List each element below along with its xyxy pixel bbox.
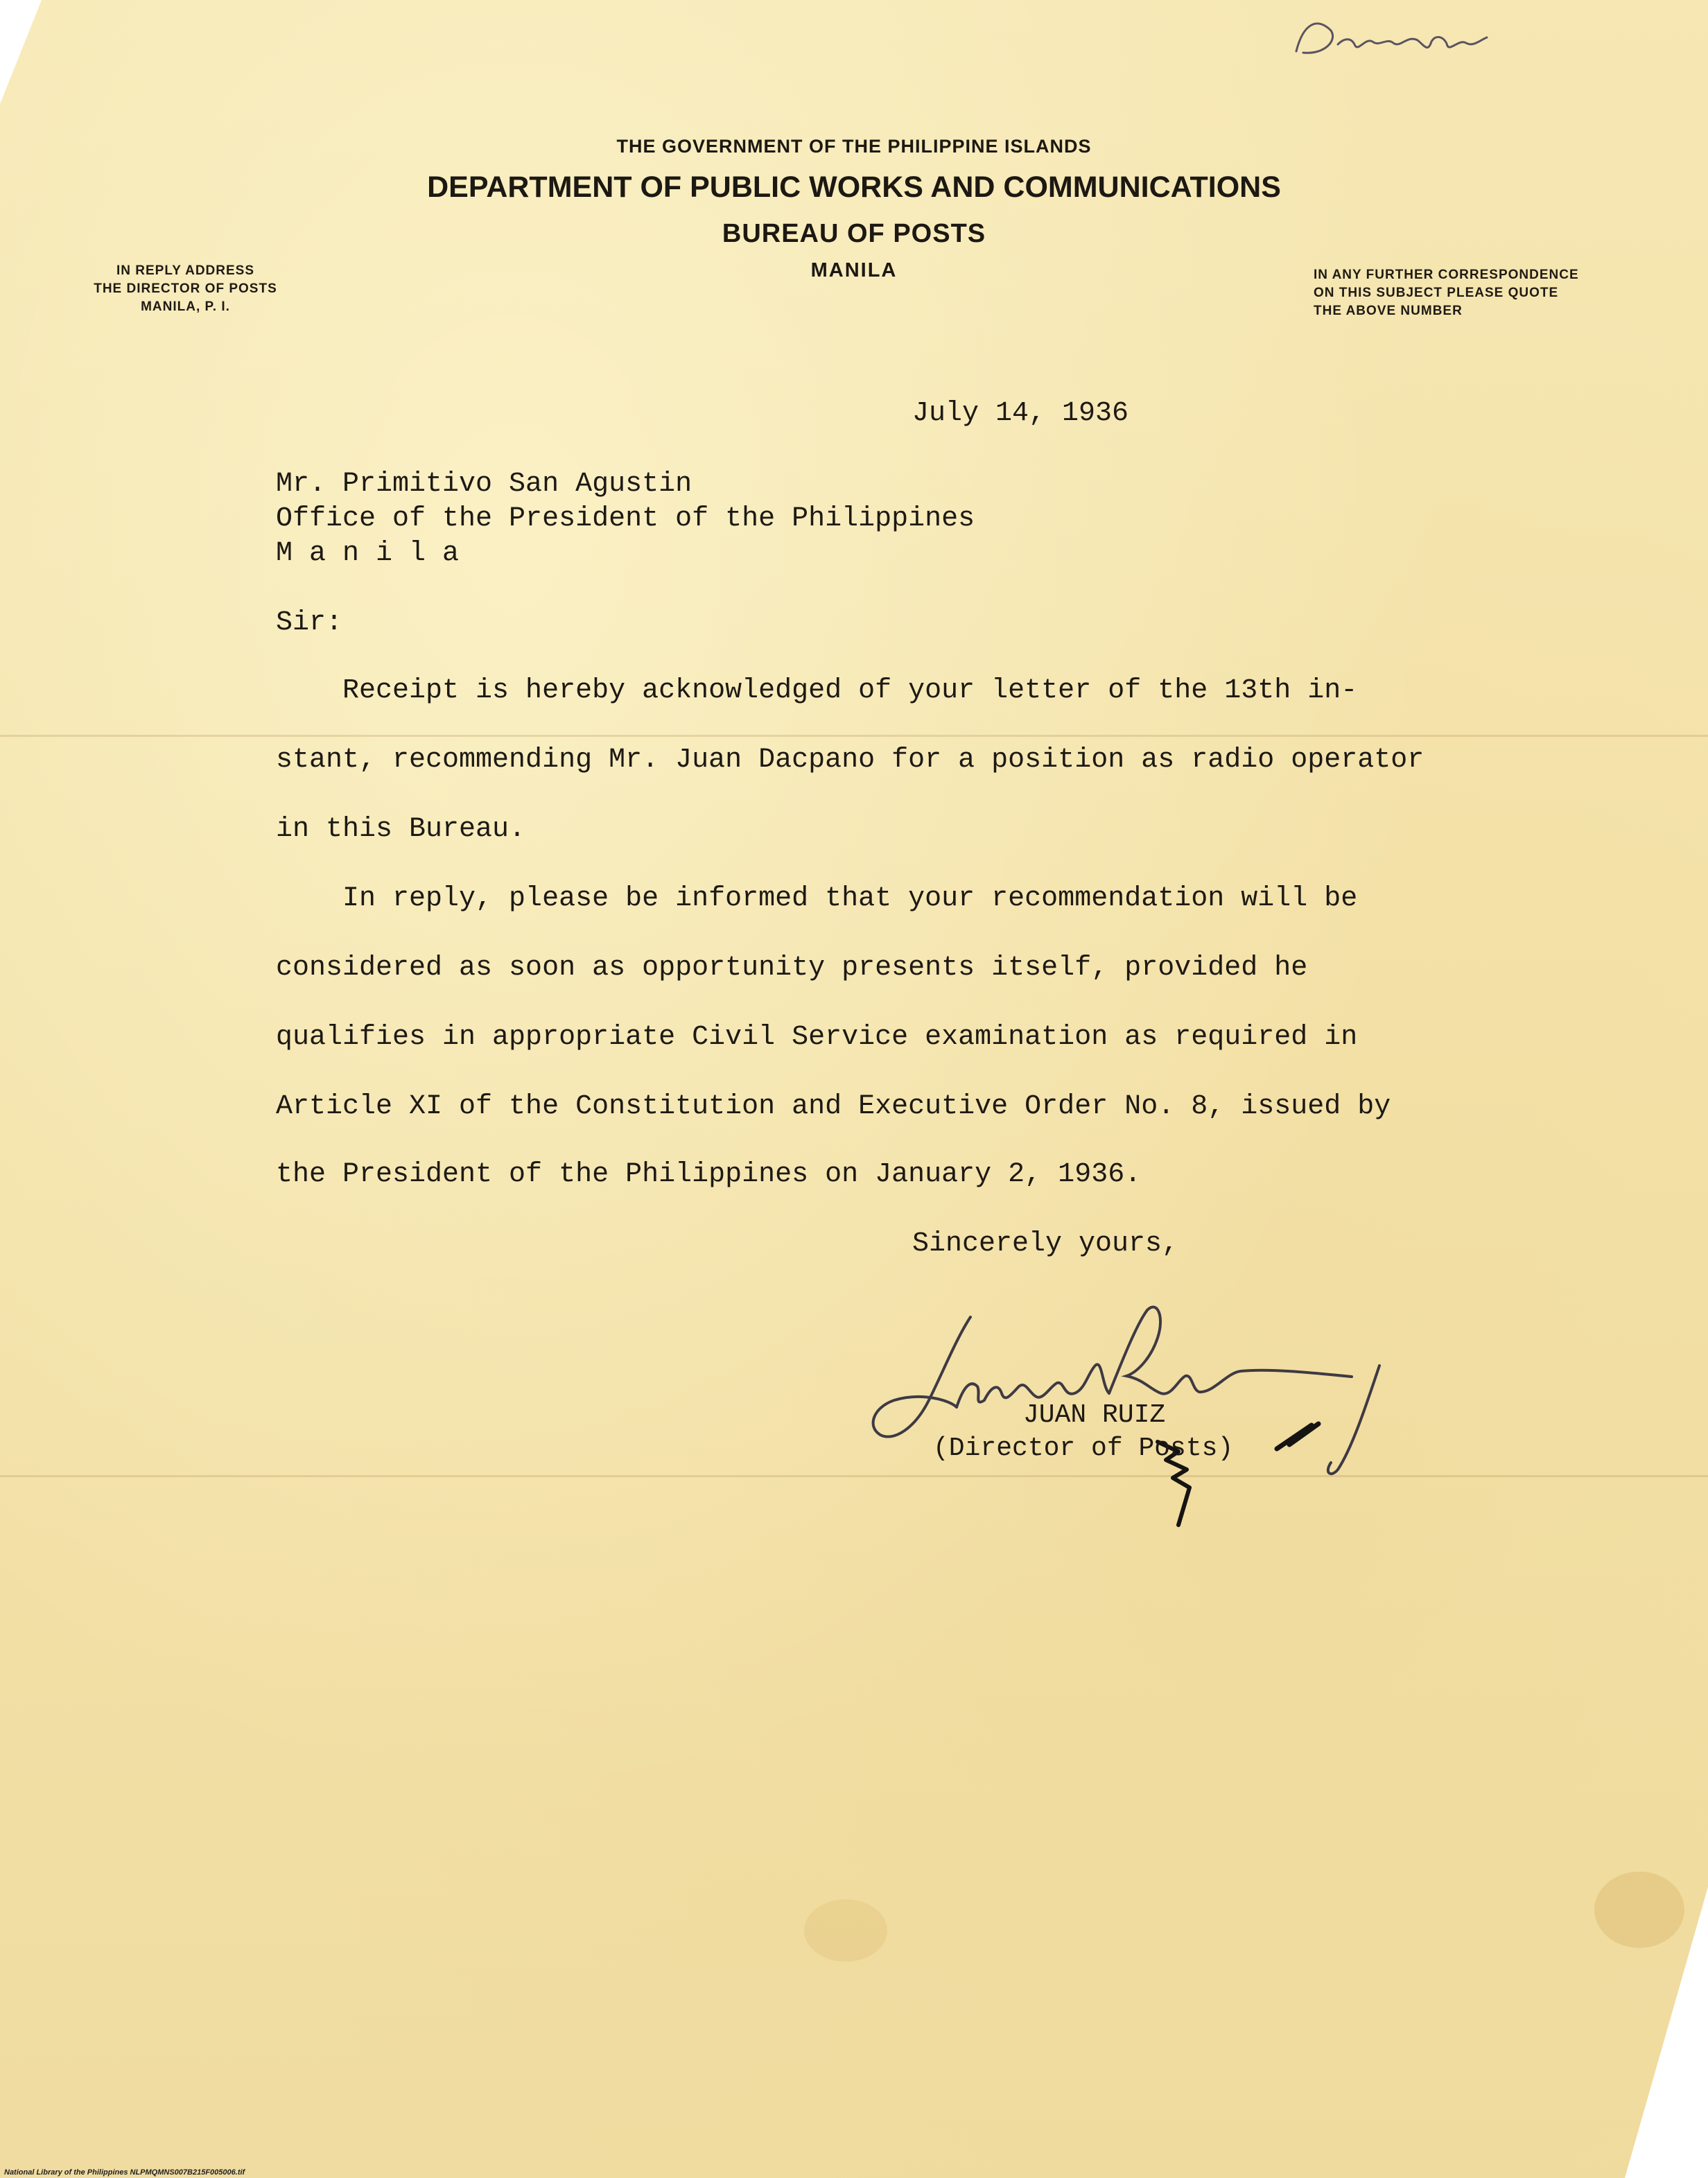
- paper-fold-line: [0, 735, 1708, 737]
- reply-address-line: IN REPLY ADDRESS: [116, 263, 254, 278]
- body-line: Article XI of the Constitution and Executive Order No. 8, issued by: [276, 1091, 1391, 1122]
- letterhead-city: MANILA: [810, 259, 898, 281]
- folded-corner: [1625, 1887, 1708, 2178]
- recipient-name: Mr. Primitivo San Agustin: [276, 469, 692, 500]
- closing: Sincerely yours,: [912, 1228, 1179, 1260]
- archive-credit: National Library of the Philippines NLPMQMNS007B215F005006.tif: [4, 2168, 245, 2177]
- quote-note-line: IN ANY FURTHER CORRESPONDENCE: [1314, 268, 1579, 282]
- body-line: the President of the Philippines on January 2, 1936.: [276, 1159, 1142, 1190]
- reply-address-note: [62, 262, 308, 316]
- body-line: qualifies in appropriate Civil Service examination as required in: [276, 1022, 1358, 1053]
- body-line: In reply, please be informed that your recommendation will be: [276, 883, 1358, 914]
- letterhead-bureau: BUREAU OF POSTS: [722, 219, 986, 248]
- reply-address-line: THE DIRECTOR OF POSTS: [94, 281, 277, 296]
- torn-corner: [0, 0, 42, 104]
- paper-stain: [804, 1899, 887, 1962]
- body-line: Receipt is hereby acknowledged of your letter of the 13th in-: [276, 675, 1358, 706]
- body-line: stant, recommending Mr. Juan Dacpano for a position as radio operator: [276, 744, 1424, 776]
- handwritten-annotation: [1289, 10, 1497, 65]
- body-line: in this Bureau.: [276, 814, 526, 845]
- letter-date: July 14, 1936: [912, 398, 1129, 429]
- signer-title: (Director of Posts): [933, 1434, 1234, 1463]
- recipient-office: Office of the President of the Philippines: [276, 503, 975, 534]
- quote-note-line: THE ABOVE NUMBER: [1314, 304, 1463, 318]
- letterhead-government: THE GOVERNMENT OF THE PHILIPPINE ISLANDS: [616, 136, 1092, 157]
- reply-address-line: MANILA, P. I.: [141, 299, 230, 314]
- quote-note-line: ON THIS SUBJECT PLEASE QUOTE: [1314, 286, 1559, 300]
- salutation: Sir:: [276, 607, 343, 638]
- letterhead-department: DEPARTMENT OF PUBLIC WORKS AND COMMUNICATIONS: [427, 171, 1281, 204]
- signer-name: JUAN RUIZ: [1023, 1400, 1166, 1430]
- quote-number-note: [1314, 266, 1632, 320]
- recipient-city: M a n i l a: [276, 538, 460, 569]
- body-line: considered as soon as opportunity presents itself, provided he: [276, 952, 1308, 984]
